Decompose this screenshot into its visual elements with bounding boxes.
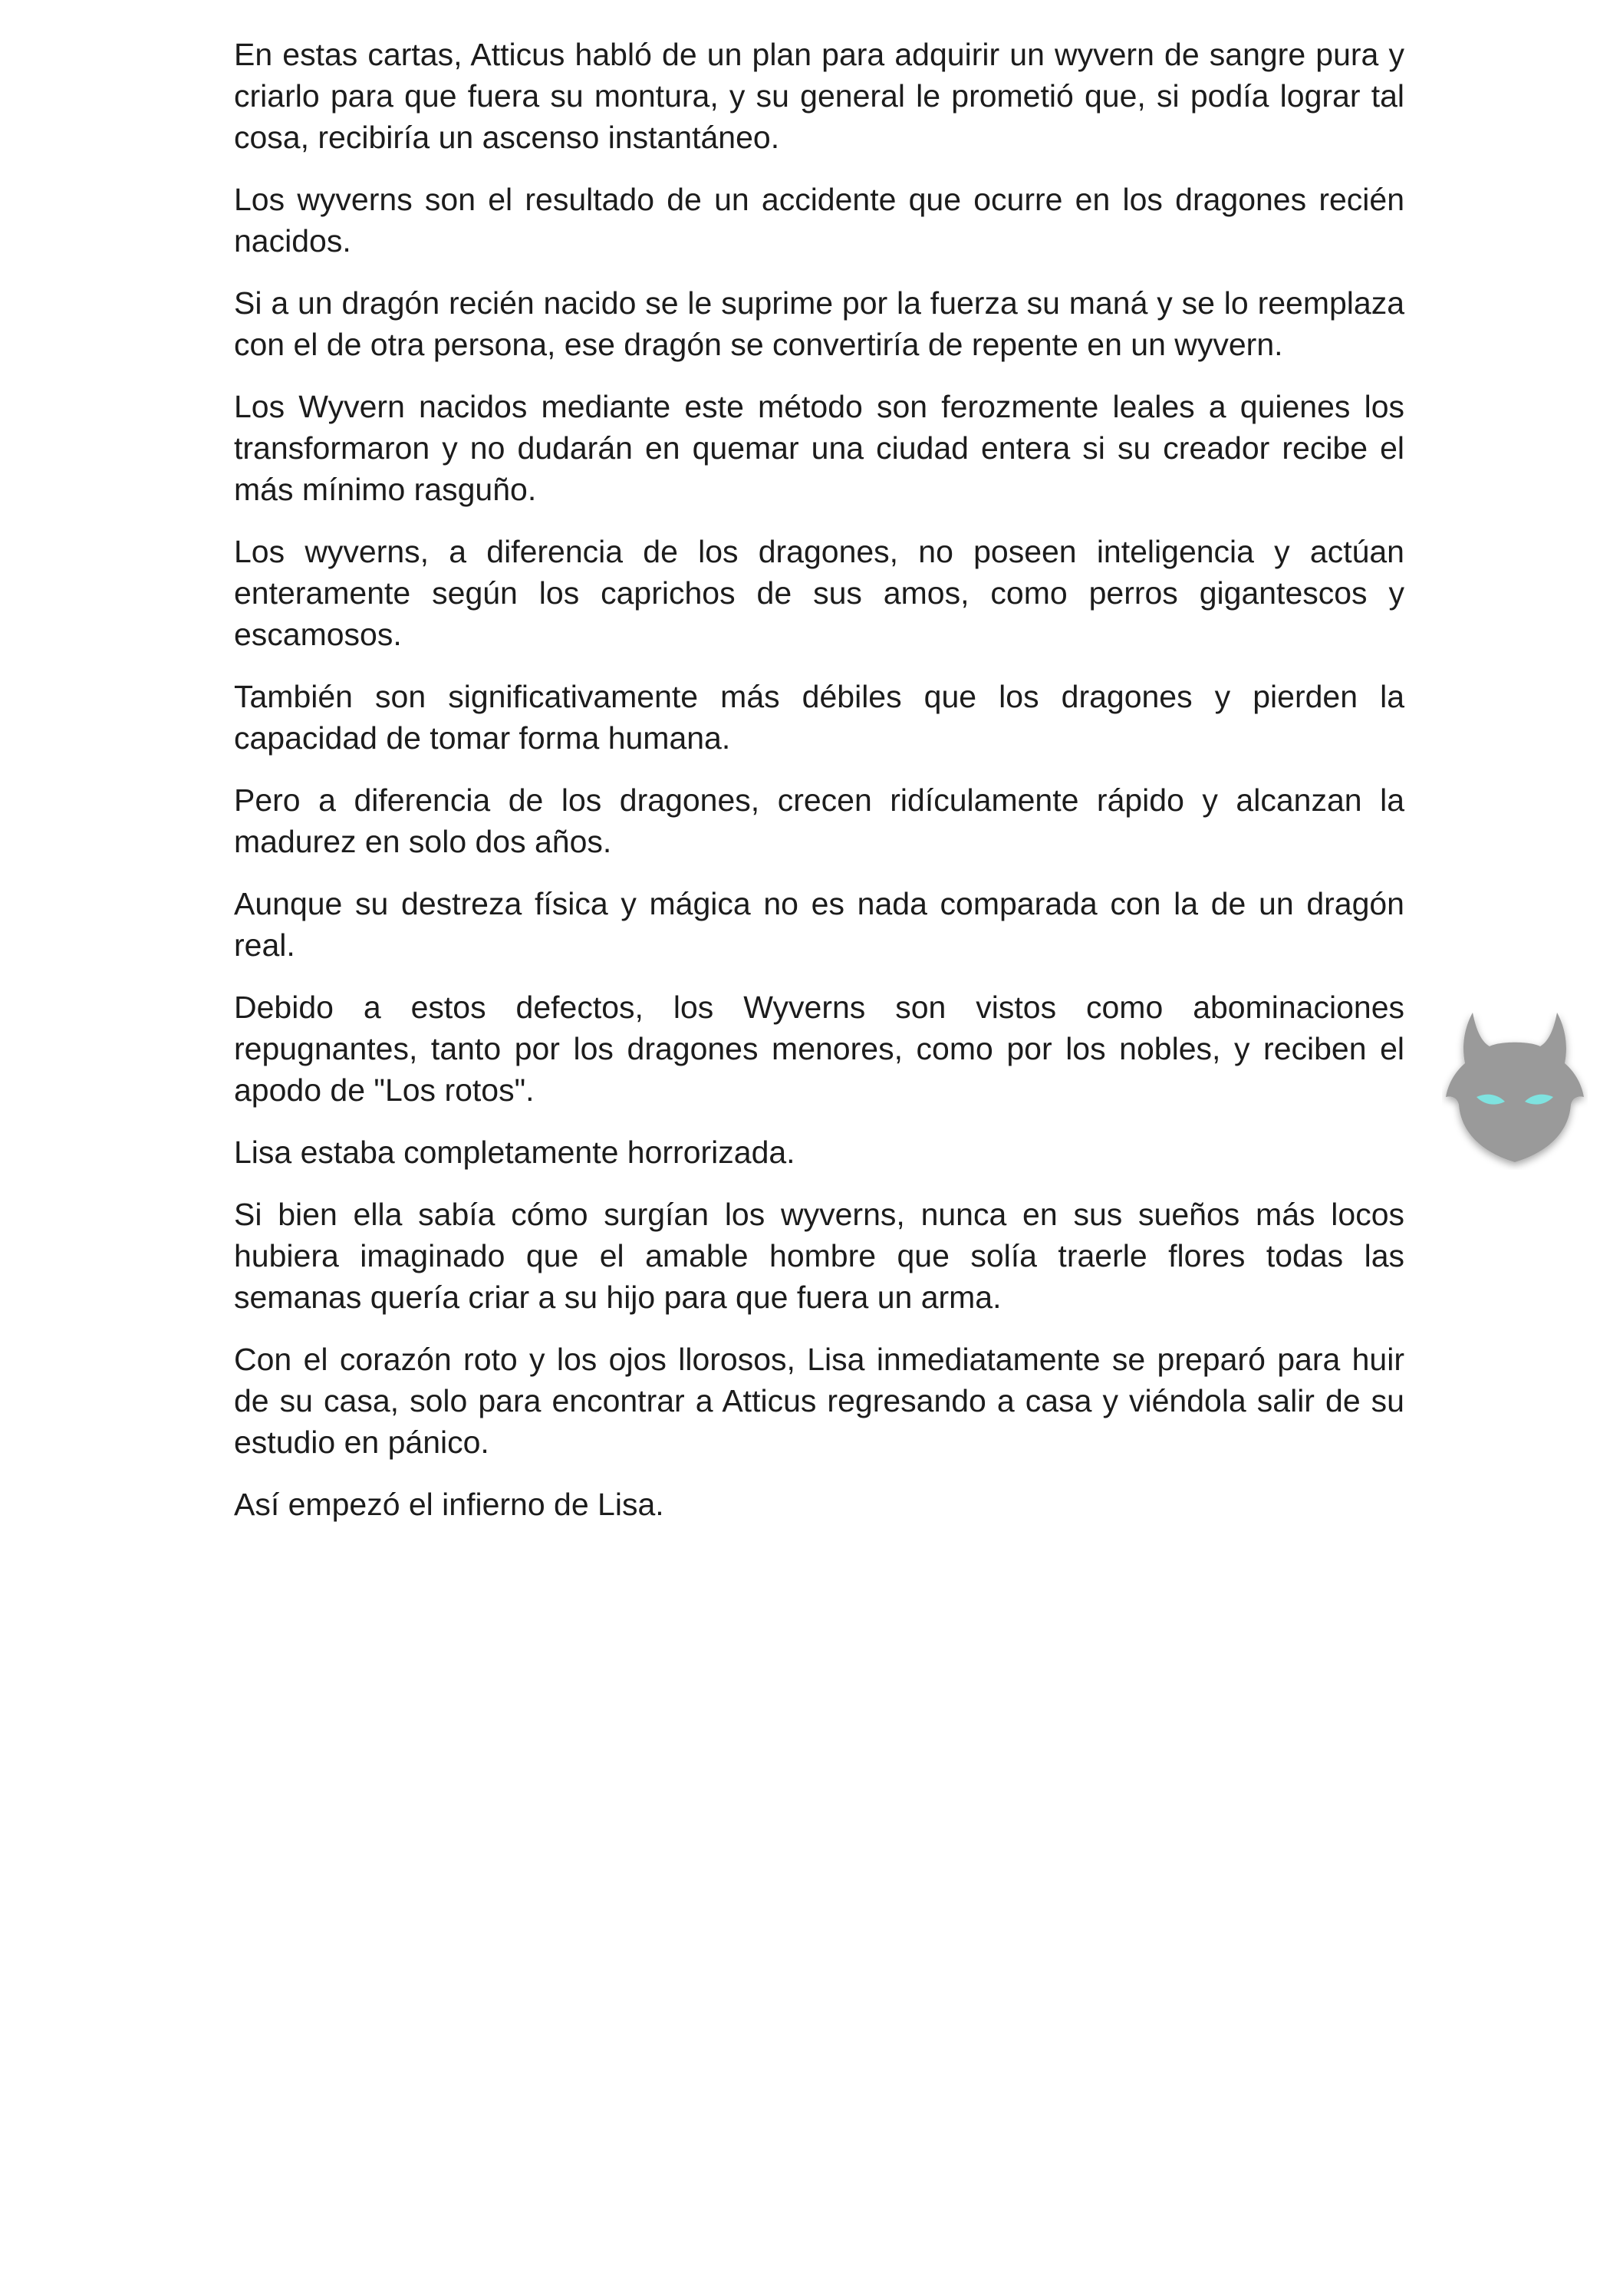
paragraph-5: Los wyverns, a diferencia de los dragones, no poseen inteligencia y actúan enteramente según los caprichos de sus amos, como perros gigantescos y escamosos. [234, 534, 1404, 652]
paragraph-6: También son significativamente más débiles que los dragones y pierden la capacidad de tomar forma humana. [234, 679, 1404, 756]
document-body [234, 34, 1404, 1546]
paragraph-2: Los wyverns son el resultado de un accidente que ocurre en los dragones recién nacidos. [234, 182, 1404, 259]
paragraph-9: Debido a estos defectos, los Wyverns son vistos como abominaciones repugnantes, tanto por los dragones menores, como por los nobles, y reciben el apodo de "Los rotos". [234, 990, 1404, 1108]
paragraph-10: Lisa estaba completamente horrorizada. [234, 1135, 795, 1170]
paragraph-1: En estas cartas, Atticus habló de un plan para adquirir un wyvern de sangre pura y criarlo para que fuera su montura, y su general le prometió que, si podía lograr tal cosa, recibiría un ascenso instantáneo. [234, 37, 1404, 155]
paragraph-7: Pero a diferencia de los dragones, crecen ridículamente rápido y alcanzan la madurez en solo dos años. [234, 782, 1404, 859]
paragraph-13: Así empezó el infierno de Lisa. [234, 1487, 664, 1522]
paragraph-11: Si bien ella sabía cómo surgían los wyverns, nunca en sus sueños más locos hubiera imaginado que el amable hombre que solía traerle flores todas las semanas quería criar a su hijo para que fuera un arma. [234, 1197, 1404, 1315]
paragraph-4: Los Wyvern nacidos mediante este método son ferozmente leales a quienes los transformaron y no dudarán en quemar una ciudad entera si su creador recibe el más mínimo rasguño. [234, 389, 1404, 507]
paragraph-12: Con el corazón roto y los ojos llorosos, Lisa inmediatamente se preparó para huir de su casa, solo para encontrar a Atticus regresando a casa y viéndola salir de su estudio en pánico. [234, 1342, 1404, 1460]
paragraph-3: Si a un dragón recién nacido se le suprime por la fuerza su maná y se lo reemplaza con el de otra persona, ese dragón se convertiría de repente en un wyvern. [234, 285, 1404, 362]
paragraph-8: Aunque su destreza física y mágica no es nada comparada con la de un dragón real. [234, 886, 1404, 963]
demon-head-icon [1442, 997, 1588, 1170]
